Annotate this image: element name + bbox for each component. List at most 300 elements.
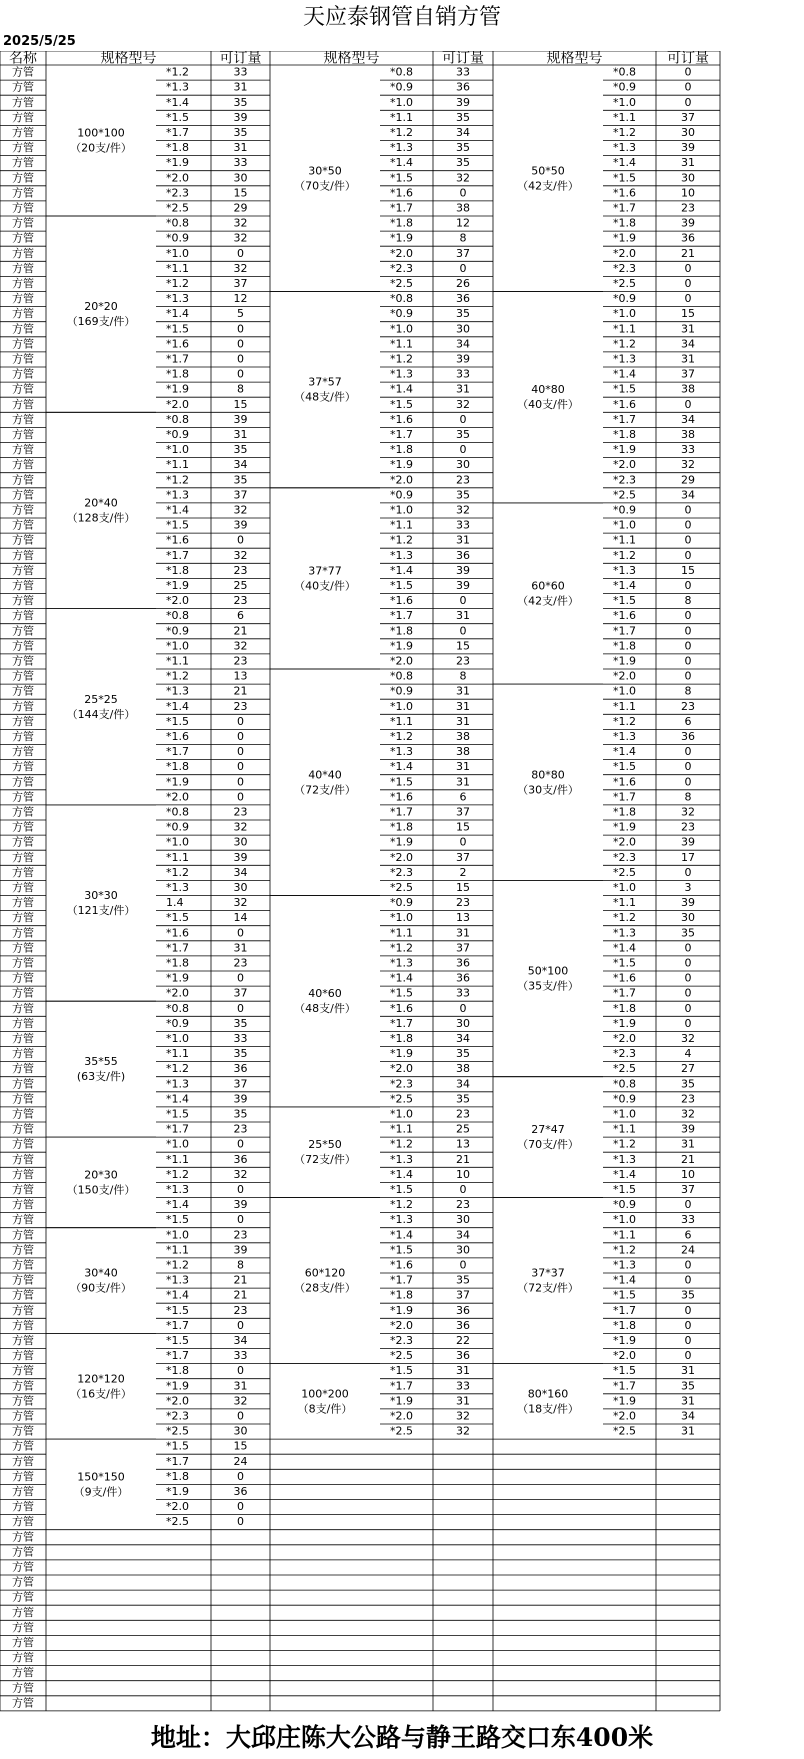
thickness-cell: *1.4 <box>390 382 413 396</box>
thickness-cell: *1.7 <box>613 624 636 638</box>
quantity-cell: 31 <box>456 533 470 547</box>
thickness-cell: *1.0 <box>613 684 636 698</box>
thickness-cell: *1.8 <box>166 563 189 577</box>
thickness-cell: *1.7 <box>166 1454 189 1468</box>
name-cell: 方管 <box>12 1077 34 1091</box>
quantity-cell: 0 <box>237 1137 244 1151</box>
quantity-cell: 32 <box>233 639 248 653</box>
spec-group-pack: （40支/件） <box>294 579 356 593</box>
spec-group-pack: （90支/件） <box>70 1281 132 1295</box>
thickness-cell: *1.1 <box>166 261 189 275</box>
name-cell: 方管 <box>12 941 34 955</box>
thickness-cell: *2.5 <box>613 865 636 879</box>
quantity-cell: 0 <box>684 397 692 411</box>
thickness-cell: *1.2 <box>390 729 413 743</box>
quantity-cell: 39 <box>233 518 248 532</box>
thickness-cell: *1.4 <box>166 1288 189 1302</box>
quantity-cell: 33 <box>681 1213 695 1227</box>
quantity-cell: 0 <box>684 65 692 79</box>
thickness-cell: *1.8 <box>390 443 413 457</box>
thickness-cell: *1.0 <box>166 1137 189 1151</box>
quantity-cell: 23 <box>456 1198 470 1212</box>
name-cell: 方管 <box>12 397 34 411</box>
thickness-cell: *1.1 <box>613 1122 636 1136</box>
name-cell: 方管 <box>12 80 34 94</box>
name-cell: 方管 <box>12 1047 34 1061</box>
quantity-cell: 0 <box>684 639 692 653</box>
quantity-cell: 0 <box>684 1258 692 1272</box>
quantity-cell: 8 <box>459 669 467 683</box>
quantity-cell: 34 <box>681 412 695 426</box>
name-cell: 方管 <box>12 458 34 472</box>
thickness-cell: *1.2 <box>166 473 189 487</box>
quantity-cell: 0 <box>237 1182 244 1196</box>
quantity-cell: 35 <box>233 95 248 109</box>
thickness-cell: *1.1 <box>390 926 413 940</box>
thickness-cell: *1.1 <box>166 1047 189 1061</box>
spec-group-label: 80*160 <box>527 1387 569 1401</box>
thickness-cell: *1.3 <box>613 729 636 743</box>
quantity-cell: 35 <box>233 1047 248 1061</box>
name-cell: 方管 <box>12 125 34 139</box>
quantity-cell: 0 <box>459 1182 467 1196</box>
thickness-cell: *1.7 <box>390 1273 413 1287</box>
quantity-cell: 36 <box>456 1318 470 1332</box>
name-cell: 方管 <box>12 1424 34 1438</box>
thickness-cell: *1.1 <box>390 110 413 124</box>
thickness-cell: *1.3 <box>390 956 413 970</box>
thickness-cell: *1.7 <box>166 1122 189 1136</box>
thickness-cell: *1.7 <box>613 201 636 215</box>
spec-group-label: 40*80 <box>531 383 565 397</box>
quantity-cell: 0 <box>684 276 692 290</box>
thickness-cell: *0.9 <box>613 1092 636 1106</box>
quantity-cell: 0 <box>684 503 692 517</box>
thickness-cell: *1.5 <box>390 1182 413 1196</box>
name-cell: 方管 <box>12 699 34 713</box>
quantity-cell: 21 <box>681 1152 695 1166</box>
quantity-cell: 32 <box>456 1409 470 1423</box>
quantity-cell: 0 <box>237 790 244 804</box>
quantity-cell: 31 <box>456 714 470 728</box>
name-cell: 方管 <box>12 729 34 743</box>
thickness-cell: *1.7 <box>613 986 636 1000</box>
quantity-cell: 0 <box>684 1303 692 1317</box>
spec-group-label: 100*200 <box>301 1387 349 1401</box>
quantity-cell: 35 <box>233 1016 248 1030</box>
name-cell: 方管 <box>12 850 34 864</box>
thickness-cell: *1.1 <box>166 850 189 864</box>
spec-group-label: 20*40 <box>84 496 118 510</box>
quantity-cell: 32 <box>233 548 248 562</box>
thickness-cell: *0.9 <box>613 292 636 306</box>
name-cell: 方管 <box>12 1635 34 1649</box>
quantity-cell: 0 <box>237 352 244 366</box>
thickness-cell: *1.5 <box>166 110 189 124</box>
thickness-cell: *1.8 <box>166 367 189 381</box>
quantity-cell: 31 <box>456 382 470 396</box>
thickness-cell: *1.3 <box>166 1077 189 1091</box>
thickness-cell: *1.3 <box>166 488 189 502</box>
quantity-cell: 15 <box>233 397 248 411</box>
quantity-cell: 23 <box>233 654 248 668</box>
thickness-cell: *1.7 <box>390 1379 413 1393</box>
quantity-cell: 39 <box>233 850 248 864</box>
quantity-cell: 32 <box>233 503 248 517</box>
quantity-cell: 15 <box>233 186 248 200</box>
thickness-cell: *2.5 <box>390 1092 413 1106</box>
thickness-cell: *0.8 <box>166 412 189 426</box>
quantity-cell: 32 <box>681 458 695 472</box>
thickness-cell: *0.8 <box>390 669 413 683</box>
name-cell: 方管 <box>12 503 34 517</box>
thickness-cell: *1.2 <box>166 1167 189 1181</box>
thickness-cell: *1.0 <box>390 95 413 109</box>
quantity-cell: 12 <box>233 292 248 306</box>
quantity-cell: 0 <box>684 578 692 592</box>
thickness-cell: *1.8 <box>390 820 413 834</box>
quantity-cell: 34 <box>233 865 248 879</box>
quantity-cell: 35 <box>456 488 470 502</box>
quantity-cell: 23 <box>456 1107 470 1121</box>
name-cell: 方管 <box>12 1409 34 1423</box>
thickness-cell: *1.9 <box>390 639 413 653</box>
spec-group-pack: (63支/件) <box>76 1070 126 1084</box>
spec-group-label: 150*150 <box>77 1470 125 1484</box>
spec-group-pack: （72支/件） <box>517 1281 579 1295</box>
thickness-cell: *1.5 <box>613 1182 636 1196</box>
quantity-cell: 29 <box>681 473 695 487</box>
quantity-cell: 30 <box>456 1243 470 1257</box>
name-cell: 方管 <box>12 775 34 789</box>
thickness-cell: *1.9 <box>613 820 636 834</box>
quantity-cell: 30 <box>456 1016 470 1030</box>
spec-group-pack: （70支/件） <box>294 179 356 193</box>
thickness-cell: *1.4 <box>166 1198 189 1212</box>
name-cell: 方管 <box>12 926 34 940</box>
thickness-cell: *1.2 <box>613 548 636 562</box>
thickness-cell: *1.5 <box>166 714 189 728</box>
spec-group-label: 35*55 <box>84 1055 118 1069</box>
spec-group-label: 30*50 <box>308 164 342 178</box>
quantity-cell: 34 <box>233 458 248 472</box>
quantity-cell: 34 <box>681 337 695 351</box>
quantity-cell: 35 <box>456 156 470 170</box>
quantity-cell: 31 <box>681 322 695 336</box>
thickness-cell: *0.9 <box>390 307 413 321</box>
thickness-cell: *1.9 <box>613 1394 636 1408</box>
name-cell: 方管 <box>12 714 34 728</box>
name-cell: 方管 <box>12 1439 34 1453</box>
name-cell: 方管 <box>12 896 34 910</box>
thickness-cell: *1.9 <box>166 382 189 396</box>
quantity-cell: 35 <box>456 1047 470 1061</box>
quantity-cell: 21 <box>233 1273 248 1287</box>
thickness-cell: *1.7 <box>166 745 189 759</box>
quantity-cell: 34 <box>681 488 695 502</box>
name-cell: 方管 <box>12 956 34 970</box>
quantity-cell: 0 <box>237 1500 244 1514</box>
thickness-cell: *1.9 <box>166 156 189 170</box>
thickness-cell: *2.3 <box>390 1333 413 1347</box>
quantity-cell: 29 <box>233 201 248 215</box>
name-cell: 方管 <box>12 141 34 155</box>
quantity-cell: 23 <box>233 1228 248 1242</box>
quantity-cell: 13 <box>233 669 248 683</box>
thickness-cell: *1.8 <box>613 427 636 441</box>
quantity-cell: 0 <box>237 760 244 774</box>
name-cell: 方管 <box>12 412 34 426</box>
name-cell: 方管 <box>12 1031 34 1045</box>
name-cell: 方管 <box>12 1696 34 1710</box>
thickness-cell: *1.6 <box>166 337 189 351</box>
quantity-cell: 8 <box>684 790 692 804</box>
name-cell: 方管 <box>12 835 34 849</box>
quantity-cell: 0 <box>237 1318 244 1332</box>
header-spec: 规格型号 <box>100 51 157 67</box>
thickness-cell: *1.2 <box>613 911 636 925</box>
thickness-cell: *1.5 <box>613 1288 636 1302</box>
quantity-cell: 0 <box>684 80 692 94</box>
thickness-cell: *1.5 <box>390 578 413 592</box>
thickness-cell: *1.5 <box>166 1333 189 1347</box>
thickness-cell: *1.7 <box>166 352 189 366</box>
thickness-cell: *2.5 <box>390 276 413 290</box>
name-cell: 方管 <box>12 1258 34 1272</box>
thickness-cell: *1.1 <box>613 1228 636 1242</box>
thickness-cell: *1.0 <box>166 1228 189 1242</box>
quantity-cell: 33 <box>681 443 695 457</box>
quantity-cell: 36 <box>233 1062 248 1076</box>
thickness-cell: *1.4 <box>390 1167 413 1181</box>
thickness-cell: *1.4 <box>390 156 413 170</box>
thickness-cell: *1.3 <box>613 141 636 155</box>
name-cell: 方管 <box>12 1575 34 1589</box>
thickness-cell: *1.1 <box>166 458 189 472</box>
quantity-cell: 23 <box>681 820 695 834</box>
name-cell: 方管 <box>12 986 34 1000</box>
quantity-cell: 32 <box>233 896 248 910</box>
quantity-cell: 0 <box>459 594 467 608</box>
thickness-cell: *1.6 <box>166 926 189 940</box>
name-cell: 方管 <box>12 427 34 441</box>
thickness-cell: *1.3 <box>390 548 413 562</box>
thickness-cell: *2.5 <box>390 880 413 894</box>
thickness-cell: *1.5 <box>166 322 189 336</box>
quantity-cell: 35 <box>233 1107 248 1121</box>
quantity-cell: 23 <box>233 594 248 608</box>
quantity-cell: 31 <box>233 141 248 155</box>
spec-group-label: 60*60 <box>531 579 565 593</box>
quantity-cell: 0 <box>684 95 692 109</box>
quantity-cell: 32 <box>233 1394 248 1408</box>
spec-group-pack: （144支/件） <box>66 707 136 721</box>
spec-group-pack: （72支/件） <box>294 783 356 797</box>
name-cell: 方管 <box>12 1318 34 1332</box>
name-cell: 方管 <box>12 1288 34 1302</box>
thickness-cell: *1.4 <box>166 699 189 713</box>
thickness-cell: *1.4 <box>166 503 189 517</box>
thickness-cell: *1.6 <box>390 1001 413 1015</box>
name-cell: 方管 <box>12 1681 34 1695</box>
quantity-cell: 15 <box>456 820 470 834</box>
thickness-cell: *1.8 <box>390 1288 413 1302</box>
quantity-cell: 0 <box>684 760 692 774</box>
thickness-cell: *1.4 <box>390 1228 413 1242</box>
quantity-cell: 0 <box>237 367 244 381</box>
spec-group-pack: （9支/件） <box>73 1485 129 1499</box>
thickness-cell: 1.4 <box>166 896 184 910</box>
thickness-cell: *1.4 <box>613 1167 636 1181</box>
header-qty: 可订量 <box>667 51 709 67</box>
name-cell: 方管 <box>12 594 34 608</box>
quantity-cell: 31 <box>456 684 470 698</box>
thickness-cell: *2.0 <box>613 246 636 260</box>
thickness-cell: *1.2 <box>166 276 189 290</box>
quantity-cell: 31 <box>233 1379 248 1393</box>
thickness-cell: *2.0 <box>390 473 413 487</box>
spec-group-label: 100*100 <box>77 126 125 140</box>
quantity-cell: 0 <box>684 533 692 547</box>
spec-group-label: 80*80 <box>531 768 565 782</box>
thickness-cell: *1.0 <box>390 503 413 517</box>
name-cell: 方管 <box>12 1590 34 1604</box>
thickness-cell: *1.8 <box>390 1031 413 1045</box>
spec-group-pack: （16支/件） <box>70 1387 132 1401</box>
quantity-cell: 34 <box>456 1031 470 1045</box>
thickness-cell: *1.2 <box>166 669 189 683</box>
thickness-cell: *1.8 <box>613 639 636 653</box>
name-cell: 方管 <box>12 1454 34 1468</box>
thickness-cell: *1.0 <box>166 639 189 653</box>
name-cell: 方管 <box>12 624 34 638</box>
quantity-cell: 32 <box>456 397 470 411</box>
thickness-cell: *1.7 <box>390 1016 413 1030</box>
quantity-cell: 33 <box>456 367 470 381</box>
thickness-cell: *0.8 <box>390 292 413 306</box>
spec-group-pack: （128支/件） <box>66 511 136 525</box>
quantity-cell: 32 <box>681 805 695 819</box>
thickness-cell: *0.8 <box>166 805 189 819</box>
name-cell: 方管 <box>12 292 34 306</box>
quantity-cell: 32 <box>233 1167 248 1181</box>
quantity-cell: 34 <box>681 1409 695 1423</box>
thickness-cell: *1.7 <box>390 805 413 819</box>
quantity-cell: 0 <box>237 337 244 351</box>
thickness-cell: *1.8 <box>613 1001 636 1015</box>
name-cell: 方管 <box>12 246 34 260</box>
quantity-cell: 23 <box>233 699 248 713</box>
spec-group-label: 25*50 <box>308 1138 342 1152</box>
name-cell: 方管 <box>12 473 34 487</box>
quantity-cell: 36 <box>456 80 470 94</box>
header-qty: 可订量 <box>219 51 262 67</box>
thickness-cell: *1.3 <box>166 1273 189 1287</box>
name-cell: 方管 <box>12 790 34 804</box>
thickness-cell: *1.3 <box>390 367 413 381</box>
name-cell: 方管 <box>12 609 34 623</box>
name-cell: 方管 <box>12 1273 34 1287</box>
name-cell: 方管 <box>12 1545 34 1559</box>
quantity-cell: 35 <box>233 473 248 487</box>
header-spec: 规格型号 <box>546 51 603 67</box>
page-title: 天应泰钢管自销方管 <box>302 5 501 30</box>
thickness-cell: *1.5 <box>390 397 413 411</box>
quantity-cell: 30 <box>456 1213 470 1227</box>
name-cell: 方管 <box>12 563 34 577</box>
thickness-cell: *1.0 <box>166 246 189 260</box>
quantity-cell: 30 <box>456 322 470 336</box>
quantity-cell: 39 <box>681 835 695 849</box>
thickness-cell: *2.5 <box>613 488 636 502</box>
thickness-cell: *2.3 <box>613 473 636 487</box>
thickness-cell: *2.0 <box>166 171 189 185</box>
quantity-cell: 10 <box>456 1167 470 1181</box>
name-cell: 方管 <box>12 1001 34 1015</box>
thickness-cell: *2.3 <box>166 186 189 200</box>
name-cell: 方管 <box>12 880 34 894</box>
thickness-cell: *0.8 <box>613 1077 636 1091</box>
thickness-cell: *1.1 <box>166 1152 189 1166</box>
quantity-cell: 31 <box>681 1364 695 1378</box>
name-cell: 方管 <box>12 971 34 985</box>
thickness-cell: *0.9 <box>390 488 413 502</box>
quantity-cell: 23 <box>233 1122 248 1136</box>
thickness-cell: *1.7 <box>166 548 189 562</box>
thickness-cell: *1.3 <box>390 745 413 759</box>
name-cell: 方管 <box>12 1228 34 1242</box>
quantity-cell: 31 <box>456 609 470 623</box>
quantity-cell: 0 <box>684 775 692 789</box>
thickness-cell: *1.4 <box>390 563 413 577</box>
quantity-cell: 0 <box>684 292 692 306</box>
quantity-cell: 0 <box>459 624 467 638</box>
thickness-cell: *1.0 <box>166 1031 189 1045</box>
thickness-cell: *0.9 <box>613 80 636 94</box>
thickness-cell: *1.0 <box>613 307 636 321</box>
name-cell: 方管 <box>12 1666 34 1680</box>
thickness-cell: *1.2 <box>390 533 413 547</box>
spec-group-label: 37*37 <box>531 1266 565 1280</box>
thickness-cell: *1.3 <box>613 563 636 577</box>
name-cell: 方管 <box>12 488 34 502</box>
quantity-cell: 0 <box>459 186 467 200</box>
quantity-cell: 4 <box>684 1047 692 1061</box>
quantity-cell: 34 <box>456 125 470 139</box>
name-cell: 方管 <box>12 1213 34 1227</box>
name-cell: 方管 <box>12 654 34 668</box>
thickness-cell: *1.3 <box>390 1152 413 1166</box>
thickness-cell: *2.0 <box>613 1349 636 1363</box>
quantity-cell: 6 <box>237 609 244 623</box>
quantity-cell: 25 <box>456 1122 470 1136</box>
spec-group-pack: （35支/件） <box>517 979 579 993</box>
quantity-cell: 39 <box>233 1198 248 1212</box>
quantity-cell: 23 <box>456 654 470 668</box>
quantity-cell: 32 <box>456 1424 470 1438</box>
thickness-cell: *2.3 <box>166 1409 189 1423</box>
quantity-cell: 0 <box>684 518 692 532</box>
quantity-cell: 0 <box>684 1318 692 1332</box>
name-cell: 方管 <box>12 443 34 457</box>
thickness-cell: *1.9 <box>390 1303 413 1317</box>
thickness-cell: *1.3 <box>613 926 636 940</box>
quantity-cell: 13 <box>456 1137 470 1151</box>
quantity-cell: 38 <box>456 729 470 743</box>
thickness-cell: *1.8 <box>166 1364 189 1378</box>
quantity-cell: 15 <box>456 639 470 653</box>
name-cell: 方管 <box>12 1364 34 1378</box>
